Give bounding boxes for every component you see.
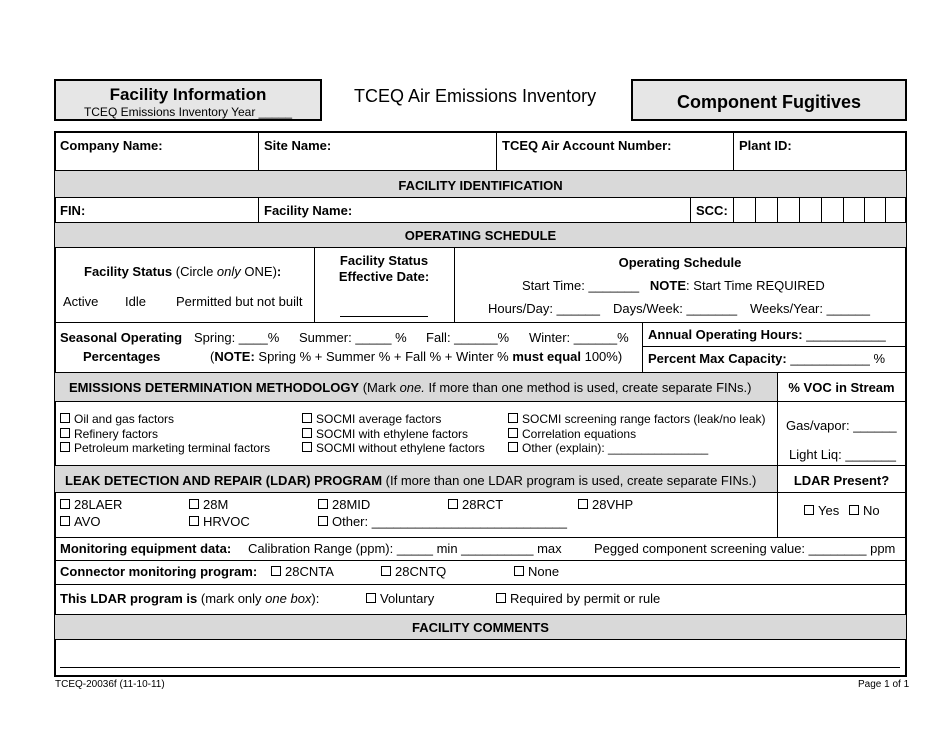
calibration-range-field[interactable]: Calibration Range (ppm): _____ min __________ max: [248, 541, 562, 556]
connector-none[interactable]: None: [514, 564, 559, 579]
ldar-28mid[interactable]: 28MID: [318, 497, 370, 512]
ldar-present-no[interactable]: No: [849, 503, 880, 518]
method-socmi-average[interactable]: SOCMI average factors: [302, 412, 441, 426]
percent-max-field[interactable]: Percent Max Capacity: ___________ %: [648, 351, 886, 366]
pegged-value-field[interactable]: Pegged component screening value: ________ ppm: [594, 541, 896, 556]
summer-field[interactable]: Summer: _____ %: [299, 330, 407, 345]
component-fugitives-box: [631, 79, 907, 121]
facility-identification-heading: FACILITY IDENTIFICATION: [398, 178, 563, 193]
checkbox-icon[interactable]: [302, 413, 312, 423]
facility-comments-heading: FACILITY COMMENTS: [412, 620, 549, 635]
page-number: Page 1 of 1: [858, 679, 910, 690]
spring-field[interactable]: Spring: ____%: [194, 330, 280, 345]
checkbox-icon[interactable]: [448, 499, 458, 509]
method-socmi-screening[interactable]: SOCMI screening range factors (leak/no leak): [508, 412, 765, 426]
facility-status-label: Facility Status (Circle only ONE):: [84, 264, 282, 279]
checkbox-icon[interactable]: [189, 516, 199, 526]
account-number-label: TCEQ Air Account Number:: [502, 138, 672, 153]
operating-schedule-heading: OPERATING SCHEDULE: [404, 228, 557, 243]
checkbox-icon[interactable]: [271, 566, 281, 576]
program-is-label: This LDAR program is (mark only one box):: [60, 591, 320, 606]
connector-label: Connector monitoring program:: [60, 564, 258, 579]
method-other[interactable]: Other (explain): _______________: [508, 441, 708, 455]
checkbox-icon[interactable]: [804, 505, 814, 515]
checkbox-icon[interactable]: [366, 593, 376, 603]
connector-28cntq[interactable]: 28CNTQ: [381, 564, 446, 579]
facility-name-label: Facility Name:: [264, 203, 353, 218]
checkbox-icon[interactable]: [508, 428, 518, 438]
fin-label: FIN:: [60, 203, 86, 218]
scc-label: SCC:: [696, 203, 728, 218]
seasonal-note: (NOTE: Spring % + Summer % + Fall % + Winter % must equal 100%): [210, 349, 623, 364]
checkbox-icon[interactable]: [60, 499, 70, 509]
winter-field[interactable]: Winter: ______%: [529, 330, 629, 345]
seasonal-label-2: Percentages: [83, 349, 161, 364]
checkbox-icon[interactable]: [508, 442, 518, 452]
ldar-hrvoc[interactable]: HRVOC: [189, 514, 250, 529]
program-required[interactable]: Required by permit or rule: [496, 591, 660, 606]
plant-id-label: Plant ID:: [739, 138, 792, 153]
ldar-avo[interactable]: AVO: [60, 514, 101, 529]
checkbox-icon[interactable]: [849, 505, 859, 515]
checkbox-icon[interactable]: [60, 442, 70, 452]
program-voluntary[interactable]: Voluntary: [366, 591, 434, 606]
status-active[interactable]: Active: [63, 294, 99, 309]
operating-schedule-subtitle: Operating Schedule: [618, 255, 742, 270]
ldar-28m[interactable]: 28M: [189, 497, 228, 512]
weeks-per-year-field[interactable]: Weeks/Year: ______: [750, 301, 870, 316]
days-per-week-field[interactable]: Days/Week: _______: [613, 301, 738, 316]
checkbox-icon[interactable]: [302, 442, 312, 452]
method-petroleum-terminal[interactable]: Petroleum marketing terminal factors: [60, 441, 270, 455]
facility-info-box: [54, 79, 322, 121]
annual-hours-field[interactable]: Annual Operating Hours: ___________: [648, 327, 886, 342]
method-refinery[interactable]: Refinery factors: [60, 427, 158, 441]
checkbox-icon[interactable]: [189, 499, 199, 509]
ldar-other[interactable]: Other: ___________________________: [318, 514, 567, 529]
gas-vapor-field[interactable]: Gas/vapor: ______: [786, 418, 897, 433]
method-correlation[interactable]: Correlation equations: [508, 427, 636, 441]
ldar-present-heading: LDAR Present?: [793, 473, 890, 488]
light-liquid-field[interactable]: Light Liq: _______: [789, 447, 896, 462]
method-socmi-with-ethylene[interactable]: SOCMI with ethylene factors: [302, 427, 468, 441]
checkbox-icon[interactable]: [381, 566, 391, 576]
voc-heading: % VOC in Stream: [788, 380, 895, 395]
checkbox-icon[interactable]: [496, 593, 506, 603]
ldar-28laer[interactable]: 28LAER: [60, 497, 122, 512]
effective-date-line[interactable]: [340, 316, 428, 317]
checkbox-icon[interactable]: [578, 499, 588, 509]
ldar-28rct[interactable]: 28RCT: [448, 497, 503, 512]
seasonal-label-1: Seasonal Operating: [60, 330, 183, 345]
checkbox-icon[interactable]: [514, 566, 524, 576]
ldar-28vhp[interactable]: 28VHP: [578, 497, 633, 512]
hours-per-day-field[interactable]: Hours/Day: ______: [488, 301, 601, 316]
checkbox-icon[interactable]: [302, 428, 312, 438]
form-id: TCEQ-20036f (11-10-11): [55, 679, 165, 690]
inventory-year: TCEQ Emissions Inventory Year _____: [83, 105, 293, 119]
form-title: TCEQ Air Emissions Inventory: [354, 86, 597, 106]
ldar-present-yes[interactable]: Yes: [804, 503, 839, 518]
method-socmi-without-ethylene[interactable]: SOCMI without ethylene factors: [302, 441, 485, 455]
ldar-heading: LEAK DETECTION AND REPAIR (LDAR) PROGRAM (If more than one LDAR program is used, create separate FINs.): [65, 473, 757, 488]
checkbox-icon[interactable]: [60, 428, 70, 438]
method-oil-gas[interactable]: Oil and gas factors: [60, 412, 174, 426]
checkbox-icon[interactable]: [508, 413, 518, 423]
methodology-heading: EMISSIONS DETERMINATION METHODOLOGY (Mark one. If more than one method is used, create separate FINs.): [69, 380, 752, 395]
status-idle[interactable]: Idle: [125, 294, 146, 309]
checkbox-icon[interactable]: [318, 516, 328, 526]
status-permitted[interactable]: Permitted but not built: [176, 294, 303, 309]
checkbox-icon[interactable]: [60, 413, 70, 423]
company-name-label: Company Name:: [60, 138, 163, 153]
component-fugitives-title: Component Fugitives: [677, 92, 861, 112]
checkbox-icon[interactable]: [318, 499, 328, 509]
start-time-field[interactable]: Start Time: _______ NOTE: Start Time REQUIRED: [522, 278, 825, 293]
effective-date-label: Facility Status Effective Date:: [338, 253, 430, 284]
checkbox-icon[interactable]: [60, 516, 70, 526]
comments-line[interactable]: [60, 667, 900, 668]
fall-field[interactable]: Fall: ______%: [426, 330, 510, 345]
monitoring-label: Monitoring equipment data:: [60, 541, 232, 556]
site-name-label: Site Name:: [264, 138, 332, 153]
connector-28cnta[interactable]: 28CNTA: [271, 564, 334, 579]
facility-info-title: Facility Information: [109, 85, 267, 104]
